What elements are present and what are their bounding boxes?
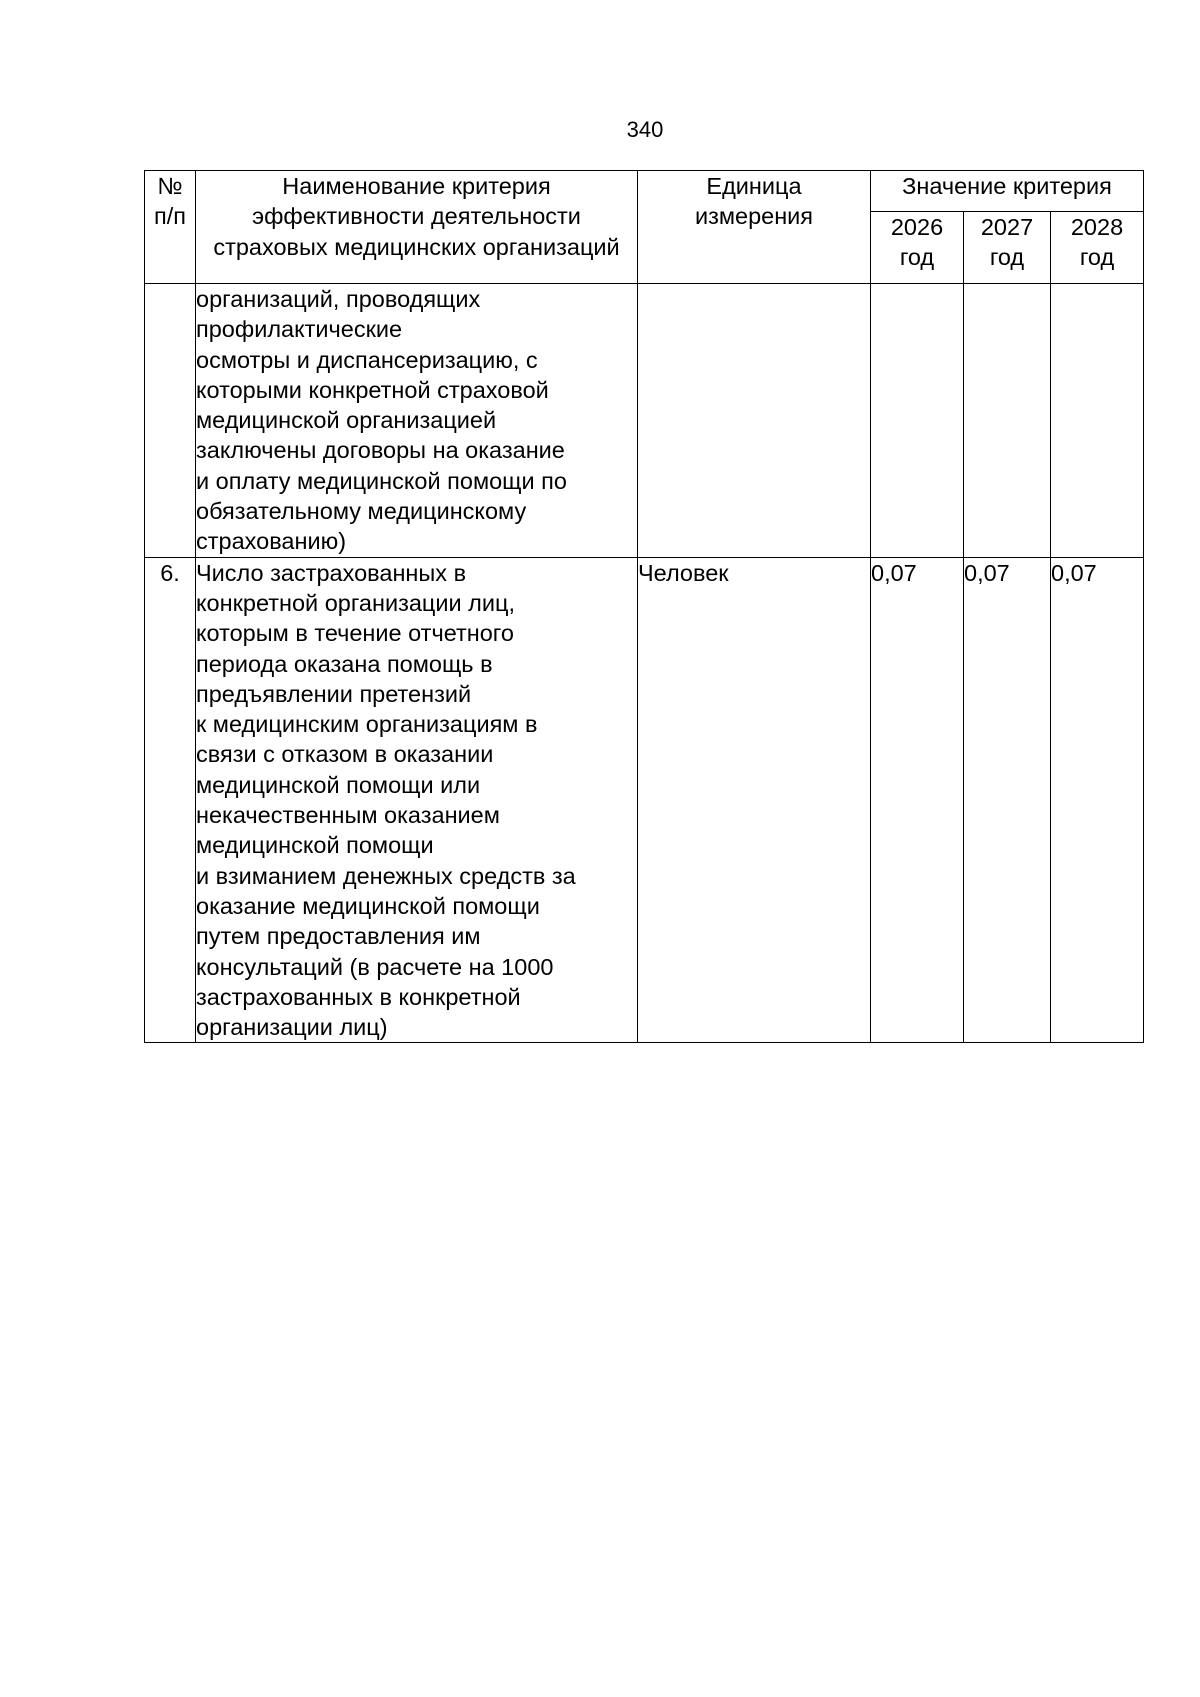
header-name-cell [196, 171, 638, 284]
criterion-name-line: медицинской организацией [196, 407, 497, 434]
header-number-line: № [157, 173, 183, 199]
criterion-name-line: профилактические [196, 316, 403, 343]
criterion-name-line: оказание медицинской помощи [196, 892, 540, 919]
table-row [145, 284, 1144, 558]
criterion-name-line: организаций, проводящих [196, 286, 481, 312]
header-year-value: 2027 [980, 214, 1034, 240]
header-name-line: эффективности деятельности [252, 203, 581, 230]
criterion-name-line: организации лиц) [196, 1014, 388, 1041]
value-2028-cell [1051, 284, 1144, 558]
criterion-name-line: и оплату медицинской помощи по [196, 467, 567, 494]
header-year-2028 [1051, 212, 1144, 284]
criterion-name-line: медицинской помощи [196, 832, 434, 859]
header-year-unit: год [1079, 244, 1115, 271]
value-2026-cell: 0,07 [871, 557, 964, 1043]
header-year-unit: год [899, 244, 935, 271]
criterion-name-line: медицинской помощи или [196, 771, 481, 798]
header-number-line: п/п [154, 203, 186, 230]
header-year-2026 [871, 212, 964, 284]
criteria-table [144, 170, 1144, 1043]
header-year-unit: год [989, 244, 1025, 271]
header-name-line: страховых медицинских организаций [213, 233, 620, 260]
header-unit-line: измерения [694, 203, 814, 230]
row-number-cell: 6. [145, 557, 196, 1043]
criterion-name-line: осмотры и диспансеризацию, с [196, 346, 538, 373]
criterion-name-line: которым в течение отчетного [196, 620, 514, 647]
header-unit-cell [638, 171, 871, 284]
criterion-name-line: и взиманием денежных средств за [196, 862, 576, 889]
criterion-name-line: некачественным оказанием [196, 802, 500, 829]
header-year-2027 [964, 212, 1051, 284]
header-year-value: 2028 [1070, 214, 1124, 240]
criterion-name-line: застрахованных в конкретной [196, 983, 521, 1010]
value-2026-cell [871, 284, 964, 558]
criterion-name-cell [196, 284, 638, 558]
criterion-name-line: предъявлении претензий [196, 680, 472, 707]
criterion-name-line: которыми конкретной страховой [196, 376, 549, 403]
criterion-name-line: связи с отказом в оказании [196, 741, 494, 768]
table-header [145, 171, 1144, 284]
unit-cell [638, 284, 871, 558]
unit-cell: Человек [638, 557, 871, 1043]
criterion-name-line: конкретной организации лиц, [196, 589, 515, 616]
value-2027-cell: 0,07 [964, 557, 1051, 1043]
criterion-name-line: Число застрахованных в [196, 559, 467, 586]
criterion-name-cell [196, 557, 638, 1043]
table-body [145, 284, 1144, 1043]
criterion-name-line: к медицинским организациям в [196, 711, 538, 738]
row-number-cell [145, 284, 196, 558]
criterion-name-line: консультаций (в расчете на 1000 [196, 953, 554, 980]
value-2028-cell: 0,07 [1051, 557, 1144, 1043]
value-2027-cell [964, 284, 1051, 558]
criterion-name-line: обязательному медицинскому [196, 498, 527, 525]
header-number-cell [145, 171, 196, 284]
header-name-line: Наименование критерия [282, 173, 551, 199]
criterion-name-line: страхованию) [196, 528, 347, 555]
table-row [145, 557, 1144, 1043]
header-year-value: 2026 [890, 214, 944, 240]
criterion-name-line: периода оказана помощь в [196, 650, 493, 677]
page-number: 340 [626, 117, 664, 142]
header-value-group: Значение критерия [871, 171, 1144, 212]
header-unit-line: Единица [706, 173, 802, 199]
criterion-name-line: путем предоставления им [196, 923, 481, 950]
criterion-name-line: заключены договоры на оказание [196, 437, 565, 464]
